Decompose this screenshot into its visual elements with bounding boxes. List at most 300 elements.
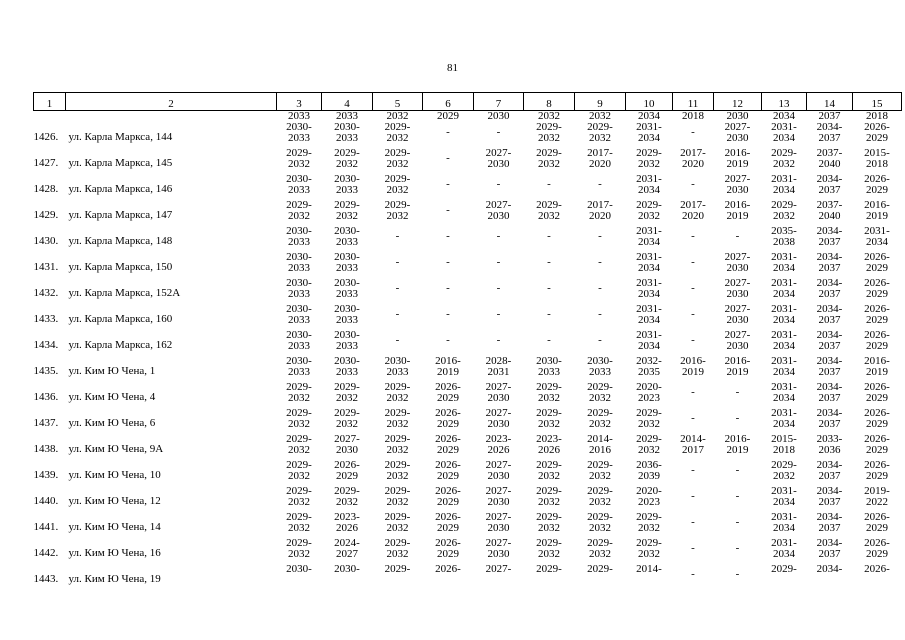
year-value: 2026- xyxy=(864,252,890,263)
year-value: 2030 xyxy=(487,470,510,482)
row-number: 1426. xyxy=(33,131,59,143)
year-range-cell xyxy=(277,538,322,564)
year-range-cell xyxy=(673,486,714,512)
year-range-cell xyxy=(673,252,714,278)
dash-value: - xyxy=(395,282,400,294)
year-range-cell xyxy=(524,486,575,512)
year-range-cell xyxy=(575,200,626,226)
year-value: 2032 xyxy=(386,548,409,560)
year-value: 2016- xyxy=(724,148,751,159)
year-value: 2029- xyxy=(286,408,312,419)
table-row xyxy=(34,304,902,330)
year-value: 2032 xyxy=(589,132,611,144)
year-value: 2026 xyxy=(487,444,510,456)
year-range-cell xyxy=(626,226,673,252)
year-value: 2015- xyxy=(864,148,890,159)
year-range-cell xyxy=(524,304,575,330)
year-range-cell xyxy=(673,538,714,564)
dash-value: - xyxy=(735,516,740,528)
year-range-cell xyxy=(474,538,524,564)
table-row xyxy=(34,148,902,174)
year-range-cell xyxy=(277,252,322,278)
year-value: 2030- xyxy=(334,122,360,133)
year-range-cell xyxy=(575,252,626,278)
year-value: 2030 xyxy=(726,314,749,326)
year-value: 2032 xyxy=(288,496,310,508)
year-value: 2032 xyxy=(638,548,660,560)
year-range-cell xyxy=(474,356,524,382)
year-value: 2030- xyxy=(384,356,411,367)
year-range-cell xyxy=(673,564,714,590)
year-range-cell xyxy=(322,304,373,330)
year-range-cell xyxy=(474,512,524,538)
year-value: 2016 xyxy=(589,444,611,456)
year-range-cell xyxy=(423,486,474,512)
year-range-cell xyxy=(626,538,673,564)
year-range-cell xyxy=(762,564,807,590)
table-row xyxy=(34,174,902,200)
year-range-cell xyxy=(853,460,902,486)
year-value: 2029- xyxy=(536,148,562,159)
year-value: 2034- xyxy=(816,226,843,237)
year-value: 2034- xyxy=(816,486,843,497)
year-value: 2026- xyxy=(864,512,890,523)
row-number: 1437. xyxy=(33,417,59,429)
year-value: 2030- xyxy=(286,226,312,237)
year-value: 2026- xyxy=(435,434,461,445)
year-range-cell xyxy=(277,148,322,174)
year-value: 2023- xyxy=(485,434,512,445)
year-range-cell xyxy=(626,330,673,356)
year-range-cell xyxy=(575,356,626,382)
year-value: 2018 xyxy=(866,158,888,170)
year-value: 2029 xyxy=(437,470,459,482)
year-range-cell xyxy=(575,408,626,434)
year-value: 2029- xyxy=(334,200,360,211)
dash-value: - xyxy=(691,178,695,190)
year-range-cell xyxy=(673,200,714,226)
year-value: 2016- xyxy=(864,356,890,367)
year-range-cell xyxy=(762,460,807,486)
year-range-cell xyxy=(524,226,575,252)
year-value: 2031- xyxy=(771,278,797,289)
year-value: 2015- xyxy=(771,434,797,445)
year-value: 2033 xyxy=(336,236,358,248)
year-value: 2031- xyxy=(636,252,662,263)
year-value: 2033 xyxy=(589,366,611,378)
year-value: 2020 xyxy=(682,210,704,222)
year-range-cell xyxy=(714,200,762,226)
column-header-1: 1 xyxy=(34,93,66,111)
dash-value: - xyxy=(446,334,450,346)
continuation-cell: 2032 xyxy=(589,110,611,122)
address-cell: ул. Карла Маркса, 162 xyxy=(68,339,173,351)
year-range-cell xyxy=(853,512,902,538)
year-range-cell xyxy=(474,486,524,512)
year-range-cell xyxy=(373,304,423,330)
year-range-cell xyxy=(322,356,373,382)
year-value: 2029 xyxy=(866,340,888,352)
year-value: 2037 xyxy=(818,522,841,534)
year-value: 2032 xyxy=(538,210,560,222)
year-value: 2034- xyxy=(816,278,843,289)
year-value: 2016- xyxy=(680,356,706,367)
year-range-cell xyxy=(524,148,575,174)
continuation-cell: 2030 xyxy=(726,110,749,122)
year-value: 2033 xyxy=(288,132,310,144)
year-range-cell xyxy=(626,200,673,226)
year-value: 2032 xyxy=(538,158,560,170)
year-range-cell xyxy=(673,408,714,434)
year-range-cell xyxy=(575,512,626,538)
year-value: 2032 xyxy=(288,418,310,430)
year-range-cell xyxy=(373,122,423,148)
year-range-cell xyxy=(322,564,373,590)
dash-value: - xyxy=(691,230,695,242)
year-range-cell xyxy=(524,434,575,460)
table-row xyxy=(34,278,902,304)
year-range-cell xyxy=(673,356,714,382)
year-value: 2034- xyxy=(816,564,843,575)
year-range-cell xyxy=(626,304,673,330)
dash-value: - xyxy=(691,334,695,346)
dash-value: - xyxy=(496,282,501,294)
year-range-cell xyxy=(423,278,474,304)
year-range-cell xyxy=(807,486,853,512)
year-range-cell xyxy=(373,330,423,356)
row-number: 1433. xyxy=(33,313,59,325)
year-range-cell xyxy=(423,304,474,330)
continuation-cell xyxy=(66,111,277,123)
year-value: 2029 xyxy=(437,444,459,456)
year-value: 2034- xyxy=(816,174,843,185)
year-value: 2037 xyxy=(818,262,841,274)
year-range-cell xyxy=(807,278,853,304)
year-value: 2029- xyxy=(536,382,562,393)
year-range-cell xyxy=(373,512,423,538)
year-value: 2030- xyxy=(286,252,312,263)
year-value: 2029- xyxy=(536,200,562,211)
dash-value: - xyxy=(496,126,501,138)
year-value: 2037 xyxy=(818,548,841,560)
address-cell: ул. Ким Ю Чена, 1 xyxy=(68,365,156,377)
dash-value: - xyxy=(598,256,602,268)
year-range-cell xyxy=(807,356,853,382)
year-range-cell xyxy=(673,304,714,330)
dash-value: - xyxy=(395,308,400,320)
year-range-cell xyxy=(853,278,902,304)
row-number: 1430. xyxy=(33,235,59,247)
year-value: 2031- xyxy=(771,122,797,133)
year-range-cell xyxy=(277,408,322,434)
year-range-cell xyxy=(673,460,714,486)
year-value: 2029- xyxy=(636,200,662,211)
year-value: 2029- xyxy=(334,382,360,393)
year-value: 2034 xyxy=(773,314,795,326)
year-range-cell xyxy=(474,330,524,356)
table-row xyxy=(34,564,902,590)
table-row xyxy=(34,382,902,408)
year-value: 2027- xyxy=(485,486,512,497)
year-value: 2032 xyxy=(638,444,660,456)
year-range-cell xyxy=(322,148,373,174)
address-cell: ул. Ким Ю Чена, 10 xyxy=(68,469,161,481)
year-value: 2029- xyxy=(636,538,662,549)
dash-value: - xyxy=(496,230,501,242)
year-value: 2024- xyxy=(334,538,360,549)
dash-value: - xyxy=(496,256,501,268)
year-value: 2029- xyxy=(587,122,613,133)
year-range-cell xyxy=(575,304,626,330)
year-range-cell xyxy=(762,486,807,512)
year-value: 2031- xyxy=(771,174,797,185)
year-value: 2019 xyxy=(866,210,888,222)
year-value: 2022 xyxy=(866,496,888,508)
row-number: 1441. xyxy=(33,521,59,533)
year-value: 2026- xyxy=(864,460,890,471)
year-range-cell xyxy=(807,564,853,590)
year-range-cell xyxy=(807,304,853,330)
year-value: 2036- xyxy=(636,460,662,471)
year-value: 2032 xyxy=(589,470,611,482)
year-value: 2029 xyxy=(866,470,888,482)
year-range-cell xyxy=(322,200,373,226)
year-value: 2034- xyxy=(816,122,843,133)
year-value: 2037 xyxy=(818,392,841,404)
year-value: 2020- xyxy=(636,486,662,497)
year-value: 2026- xyxy=(864,382,890,393)
year-value: 2030- xyxy=(286,304,312,315)
year-range-cell xyxy=(807,174,853,200)
year-range-cell xyxy=(762,512,807,538)
year-value: 2037- xyxy=(816,200,843,211)
year-range-cell xyxy=(626,564,673,590)
dash-value: - xyxy=(446,204,450,216)
dash-value: - xyxy=(691,308,695,320)
year-value: 2029 xyxy=(437,548,459,560)
year-value: 2030- xyxy=(334,330,360,341)
year-range-cell xyxy=(373,278,423,304)
dash-value: - xyxy=(735,230,740,242)
year-value: 2029- xyxy=(636,148,662,159)
year-value: 2031- xyxy=(771,330,797,341)
dash-value: - xyxy=(547,282,551,294)
dash-value: - xyxy=(446,282,450,294)
table-row xyxy=(34,252,902,278)
year-value: 2029 xyxy=(866,418,888,430)
column-header-13: 13 xyxy=(762,93,807,111)
year-value: 2031- xyxy=(636,304,662,315)
year-value: 2029- xyxy=(536,122,562,133)
year-value: 2034 xyxy=(773,132,795,144)
year-range-cell xyxy=(714,538,762,564)
column-header-15: 15 xyxy=(853,93,902,111)
year-range-cell xyxy=(626,460,673,486)
year-value: 2032 xyxy=(538,392,560,404)
column-header-14: 14 xyxy=(807,93,853,111)
year-value: 2029- xyxy=(384,200,411,211)
year-value: 2034- xyxy=(816,330,843,341)
year-value: 2034 xyxy=(773,262,795,274)
year-value: 2016- xyxy=(724,200,751,211)
year-range-cell xyxy=(762,434,807,460)
year-range-cell xyxy=(322,382,373,408)
table-row xyxy=(34,356,902,382)
year-range-cell xyxy=(277,382,322,408)
year-range-cell xyxy=(524,460,575,486)
year-value: 2019 xyxy=(726,366,749,378)
year-value: 2017- xyxy=(587,200,613,211)
year-range-cell xyxy=(807,226,853,252)
year-value: 2034 xyxy=(773,340,795,352)
row-number: 1427. xyxy=(33,157,59,169)
table-row xyxy=(34,408,902,434)
dash-value: - xyxy=(735,386,740,398)
year-value: 2030- xyxy=(286,122,312,133)
year-value: 2026- xyxy=(864,408,890,419)
year-value: 2032 xyxy=(386,522,409,534)
dash-value: - xyxy=(446,178,450,190)
dash-value: - xyxy=(735,412,740,424)
year-value: 2014- xyxy=(587,434,613,445)
dash-value: - xyxy=(598,334,602,346)
year-range-cell xyxy=(474,148,524,174)
year-value: 2032 xyxy=(589,548,611,560)
year-range-cell xyxy=(626,382,673,408)
year-value: 2032 xyxy=(589,496,611,508)
year-range-cell xyxy=(807,148,853,174)
year-value: 2033 xyxy=(336,340,358,352)
address-cell: ул. Карла Маркса, 145 xyxy=(68,157,173,169)
year-value: 2029- xyxy=(384,408,411,419)
year-range-cell xyxy=(322,330,373,356)
year-value: 2032 xyxy=(773,210,795,222)
year-value: 2032 xyxy=(589,392,611,404)
dash-value: - xyxy=(735,490,740,502)
year-value: 2031- xyxy=(771,252,797,263)
year-range-cell xyxy=(277,174,322,200)
column-header-11: 11 xyxy=(673,93,714,111)
year-value: 2031- xyxy=(771,512,797,523)
year-value: 2032 xyxy=(288,158,310,170)
year-value: 2030 xyxy=(726,340,749,352)
year-range-cell xyxy=(524,174,575,200)
year-value: 2033 xyxy=(288,340,310,352)
year-value: 2037 xyxy=(818,418,841,430)
column-header-8: 8 xyxy=(524,93,575,111)
year-range-cell xyxy=(474,382,524,408)
year-value: 2026- xyxy=(864,122,890,133)
year-range-cell xyxy=(762,122,807,148)
year-range-cell xyxy=(575,382,626,408)
year-value: 2019 xyxy=(726,210,749,222)
year-value: 2027- xyxy=(485,512,512,523)
year-value: 2016- xyxy=(864,200,890,211)
year-range-cell xyxy=(714,330,762,356)
year-value: 2029 xyxy=(866,288,888,300)
year-value: 2033 xyxy=(336,288,358,300)
year-range-cell xyxy=(807,122,853,148)
year-value: 2034- xyxy=(816,538,843,549)
year-value: 2029- xyxy=(771,200,797,211)
year-range-cell xyxy=(853,226,902,252)
dash-value: - xyxy=(395,230,400,242)
year-value: 2037- xyxy=(816,148,843,159)
year-range-cell xyxy=(322,252,373,278)
dash-value: - xyxy=(395,334,400,346)
continuation-cell: 2029 xyxy=(437,110,459,122)
year-range-cell xyxy=(322,408,373,434)
year-range-cell xyxy=(373,538,423,564)
year-value: 2029- xyxy=(384,564,411,575)
year-value: 2038 xyxy=(773,236,795,248)
continuation-cell: 2037 xyxy=(818,110,841,122)
year-range-cell xyxy=(474,252,524,278)
year-range-cell xyxy=(322,122,373,148)
year-value: 2037 xyxy=(818,366,841,378)
year-value: 2026- xyxy=(435,512,461,523)
year-value: 2030 xyxy=(487,548,510,560)
year-value: 2030 xyxy=(726,262,749,274)
repair-schedule-table xyxy=(33,92,902,590)
year-value: 2032 xyxy=(386,158,409,170)
year-value: 2030- xyxy=(536,356,562,367)
dash-value: - xyxy=(691,282,695,294)
table-row xyxy=(34,122,902,148)
year-value: 2031 xyxy=(487,366,510,378)
year-value: 2027 xyxy=(336,548,358,560)
year-range-cell xyxy=(474,174,524,200)
year-range-cell xyxy=(853,564,902,590)
year-value: 2029- xyxy=(334,486,360,497)
table-row xyxy=(34,486,902,512)
row-number: 1432. xyxy=(33,287,59,299)
year-value: 2032 xyxy=(386,418,409,430)
year-value: 2019 xyxy=(866,366,888,378)
year-value: 2033 xyxy=(386,366,409,378)
year-value: 2029- xyxy=(384,538,411,549)
year-value: 2034 xyxy=(773,496,795,508)
year-range-cell xyxy=(373,564,423,590)
year-value: 2027- xyxy=(485,564,512,575)
year-range-cell xyxy=(474,460,524,486)
year-range-cell xyxy=(474,226,524,252)
year-value: 2029- xyxy=(384,460,411,471)
year-value: 2029 xyxy=(437,496,459,508)
year-range-cell xyxy=(626,174,673,200)
year-value: 2033 xyxy=(288,184,310,196)
year-value: 2029 xyxy=(336,470,358,482)
year-range-cell xyxy=(853,486,902,512)
year-value: 2031- xyxy=(771,538,797,549)
year-range-cell xyxy=(277,304,322,330)
year-range-cell xyxy=(423,434,474,460)
year-value: 2017 xyxy=(682,444,704,456)
year-value: 2029 xyxy=(866,132,888,144)
continuation-cell: 2018 xyxy=(866,110,888,122)
year-range-cell xyxy=(277,486,322,512)
year-value: 2029- xyxy=(286,148,312,159)
year-value: 2034 xyxy=(638,262,660,274)
year-value: 2027- xyxy=(724,252,751,263)
dash-value: - xyxy=(598,282,602,294)
year-range-cell xyxy=(373,148,423,174)
year-range-cell xyxy=(423,252,474,278)
year-value: 2031- xyxy=(636,226,662,237)
year-range-cell xyxy=(673,278,714,304)
year-value: 2019 xyxy=(682,366,704,378)
table-row xyxy=(34,512,902,538)
